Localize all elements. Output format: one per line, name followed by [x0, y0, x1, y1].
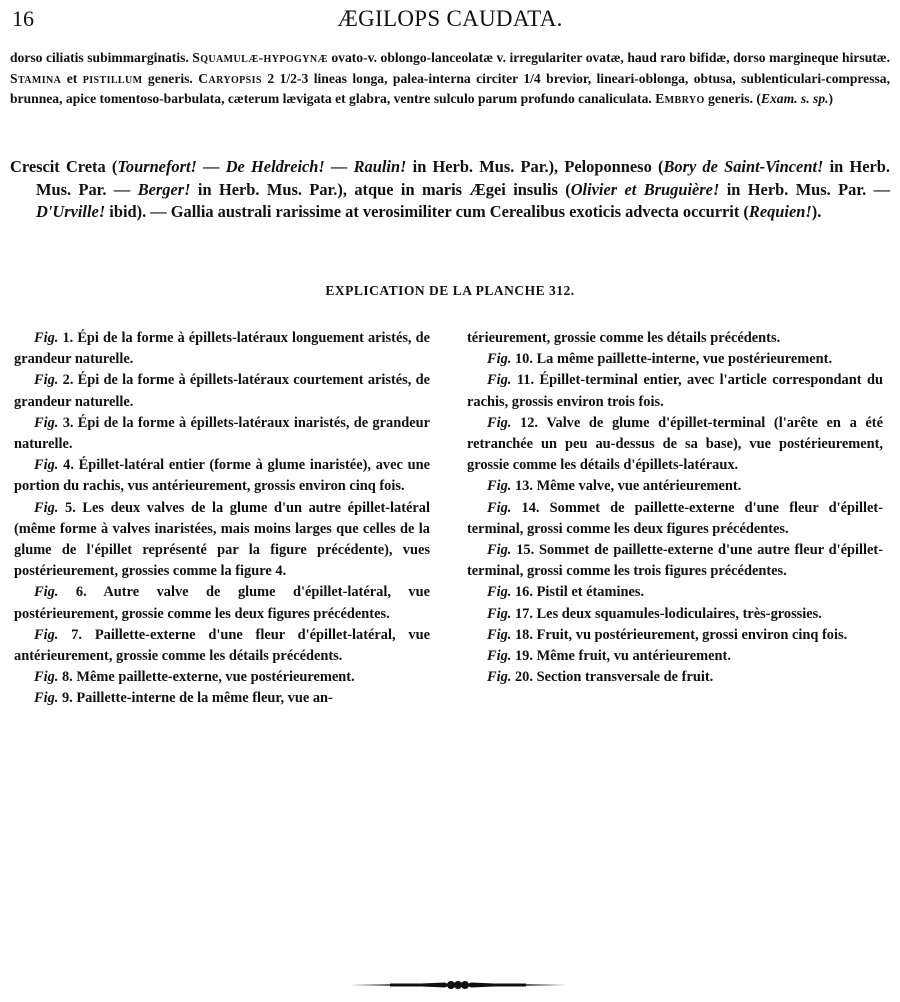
fig-text: Paillette-interne de la même fleur, vue an-	[76, 690, 333, 707]
fig-label: Fig.	[487, 605, 512, 622]
figure-caption	[14, 582, 430, 624]
fig-text: Valve de glume d'épillet-terminal (l'arête en a été retranchée un peu au-dessus de sa base), vue postérieurement, grossie comme les détails d'épillets-latéraux.	[467, 414, 883, 474]
fig-text: Les deux valves de la glume d'un autre épillet-latéral (même forme à valves inaristées, mais moins larges que celles de la glume de l'épillet représenté par la figure précédente), vues postérieurement, grossies comme la figure 4.	[14, 499, 430, 580]
desc-term: Squamulæ-hypogynæ	[192, 50, 328, 65]
fig-label: Fig.	[487, 669, 512, 686]
fig-text: Sommet de paillette-externe d'une fleur d'épillet-terminal, grossi comme les deux figures précédentes.	[467, 499, 884, 537]
figure-caption	[467, 476, 883, 497]
desc-text: dorso ciliatis subimmarginatis.	[10, 50, 193, 65]
fig-number: 5.	[58, 499, 83, 516]
fig-label: Fig.	[34, 330, 59, 346]
fig-number: 10.	[511, 351, 537, 368]
fig-text: Épi de la forme à épillets-latéraux courtement aristés, de grandeur naturelle.	[14, 372, 430, 410]
fig-label: Fig.	[487, 478, 512, 495]
figure-caption	[467, 370, 883, 412]
fig-text: La même paillette-interne, vue postérieurement.	[536, 351, 833, 368]
collector-names: Berger!	[137, 179, 191, 199]
fig-text: Fruit, vu postérieurement, grossi environ cinq fois.	[536, 626, 848, 643]
figure-caption	[467, 667, 883, 688]
fig-number: 14.	[511, 499, 550, 516]
fig-text: Paillette-externe d'une fleur d'épillet-latéral, vue antérieurement, grossie comme les détails précédents.	[14, 626, 430, 665]
fig-label: Fig.	[34, 372, 59, 389]
habitat-text: in Herb. Mus. Par.), atque in maris Ægei insulis (	[190, 179, 571, 199]
desc-term: pistillum	[82, 70, 143, 86]
latin-description	[10, 48, 890, 110]
fig-text: Autre valve de glume d'épillet-latéral, vue postérieurement, grossie comme les deux figures précédentes.	[14, 584, 430, 622]
figure-caption	[14, 413, 430, 455]
habitat-text: in Herb. Mus. Par.), Peloponneso (	[406, 157, 664, 176]
desc-term: Embryo	[655, 91, 705, 106]
fig-text: Épi de la forme à épillets-latéraux longuement aristés, de grandeur naturelle.	[14, 330, 430, 368]
desc-reference: Exam. s. sp.	[760, 91, 829, 106]
fig-label: Fig.	[34, 584, 59, 601]
fig-label: Fig.	[34, 414, 59, 431]
fig-number: 18.	[511, 626, 537, 643]
desc-term: Caryopsis	[198, 70, 262, 86]
desc-text: et	[61, 70, 83, 86]
tailpiece-ornament-icon	[350, 978, 566, 990]
fig-text: Épi de la forme à épillets-latéraux inaristés, de grandeur naturelle.	[14, 414, 430, 453]
collector-names: Requien!	[748, 202, 812, 222]
desc-term: Stamina	[10, 70, 62, 86]
fig-label: Fig.	[487, 499, 512, 516]
figure-caption	[14, 455, 430, 497]
fig-text: Les deux squamules-lodiculaires, très-grossies.	[536, 605, 822, 622]
habitat-text: in Herb. Mus. Par. —	[36, 157, 890, 199]
fig-text: Section transversale de fruit.	[536, 669, 714, 686]
habitat-text: ).	[811, 202, 822, 222]
fig-label: Fig.	[487, 626, 512, 643]
figure-caption	[467, 625, 883, 646]
figure-caption	[14, 328, 430, 370]
figure-caption	[14, 688, 430, 709]
figure-caption-continuation: térieurement, grossie comme les détails précédents.	[467, 330, 781, 346]
page-number: 16	[12, 6, 34, 31]
habitat-text: ibid). — Gallia australi rarissime at verosimiliter cum Cerealibus exoticis advecta occurrit (	[105, 202, 749, 222]
fig-label: Fig.	[487, 414, 512, 431]
desc-text: generis.	[142, 70, 199, 86]
fig-number: 11.	[511, 372, 540, 389]
desc-text: generis. (	[704, 91, 761, 106]
fig-number: 20.	[511, 669, 537, 686]
figure-caption	[14, 625, 430, 667]
fig-number: 19.	[511, 648, 537, 665]
fig-text: Sommet de paillette-externe d'une autre fleur d'épillet-terminal, grossi comme les trois figures précédentes.	[467, 542, 883, 580]
fig-text: Épillet-latéral entier (forme à glume inaristée), avec une portion du rachis, vus antérieurement, grossis environ cinq fois.	[14, 457, 430, 495]
habitat-paragraph	[10, 156, 890, 224]
fig-number: 13.	[511, 478, 537, 495]
fig-number: 6.	[58, 584, 104, 601]
fig-number: 1.	[58, 330, 78, 346]
page-title: ÆGILOPS CAUDATA.	[337, 6, 563, 31]
figure-caption	[467, 349, 883, 370]
collector-names: Tournefort! — De Heldreich! — Raulin!	[117, 157, 407, 176]
fig-label: Fig.	[34, 457, 59, 474]
desc-text: )	[828, 91, 834, 106]
fig-number: 2.	[58, 372, 78, 389]
fig-text: Épillet-terminal entier, avec l'article correspondant du rachis, grossis environ trois fois.	[467, 372, 884, 410]
fig-number: 4.	[58, 457, 79, 474]
fig-number: 3.	[58, 414, 78, 431]
fig-label: Fig.	[487, 372, 512, 389]
collector-names: Olivier et Bruguière!	[570, 179, 720, 199]
figure-caption	[467, 413, 883, 477]
fig-text: Même valve, vue antérieurement.	[536, 478, 742, 495]
fig-label: Fig.	[34, 690, 59, 707]
collector-names: Bory de Saint-Vincent!	[663, 157, 824, 176]
fig-text: Pistil et étamines.	[536, 584, 645, 601]
figure-caption	[467, 582, 883, 603]
fig-number: 12.	[511, 414, 547, 431]
figure-caption	[467, 646, 883, 667]
figure-caption	[14, 498, 430, 583]
fig-label: Fig.	[34, 499, 59, 516]
fig-label: Fig.	[487, 648, 512, 665]
fig-label: Fig.	[487, 351, 512, 368]
fig-number: 16.	[511, 584, 537, 601]
figure-list-right	[467, 328, 883, 688]
fig-label: Fig.	[34, 669, 59, 686]
figure-list-left	[14, 328, 430, 710]
habitat-text: Crescit Creta (	[10, 157, 118, 176]
figure-caption	[14, 667, 430, 688]
desc-text: ovato-v. oblongo-lanceolatæ v. irregulariter ovatæ, haud raro bifidæ, dorso margineque hirsutæ.	[327, 50, 890, 65]
plate-heading: EXPLICATION DE LA PLANCHE 312.	[325, 283, 575, 298]
fig-label: Fig.	[487, 584, 512, 601]
fig-number: 15.	[511, 542, 539, 559]
fig-label: Fig.	[487, 542, 512, 559]
collector-names: D'Urville!	[36, 202, 106, 222]
fig-label: Fig.	[34, 626, 59, 643]
figure-caption	[467, 498, 883, 540]
figure-caption	[467, 540, 883, 582]
fig-number: 9.	[58, 690, 77, 707]
fig-number: 17.	[511, 605, 537, 622]
figure-caption	[467, 604, 883, 625]
desc-text: 2 1/2-3 lineas longa, palea-interna circiter 1/4 brevior, lineari-oblonga, obtusa, sublenticulari-compressa, brunnea, apice tomentoso-barbulata, cæterum lævigata et glabra, ventre sulculo parum profundo canaliculata.	[10, 70, 890, 106]
habitat-text: in Herb. Mus. Par. —	[719, 179, 890, 199]
figure-caption	[14, 370, 430, 412]
fig-text: Même fruit, vu antérieurement.	[536, 648, 731, 665]
fig-number: 7.	[58, 626, 95, 643]
fig-text: Même paillette-externe, vue postérieurement.	[76, 669, 355, 686]
fig-number: 8.	[58, 669, 77, 686]
